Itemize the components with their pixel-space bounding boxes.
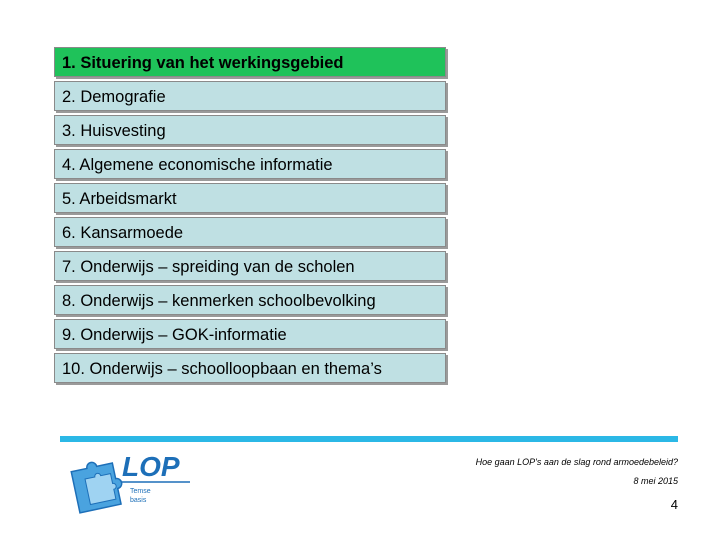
agenda-item-2[interactable]: 2. Demografie — [54, 81, 446, 111]
footer-date: 8 mei 2015 — [633, 476, 678, 486]
agenda-item-9[interactable]: 9. Onderwijs – GOK-informatie — [54, 319, 446, 349]
agenda-menu — [54, 47, 446, 387]
puzzle-icon — [64, 446, 204, 518]
agenda-item-7[interactable]: 7. Onderwijs – spreiding van de scholen — [54, 251, 446, 281]
footer-title: Hoe gaan LOP's aan de slag rond armoedebeleid? — [475, 457, 678, 467]
logo-sub2: basis — [130, 497, 147, 504]
agenda-item-6[interactable]: 6. Kansarmoede — [54, 217, 446, 247]
agenda-item-4[interactable]: 4. Algemene economische informatie — [54, 149, 446, 179]
footer-divider — [60, 436, 678, 442]
lop-logo — [64, 446, 204, 518]
agenda-item-10[interactable]: 10. Onderwijs – schoolloopbaan en thema’s — [54, 353, 446, 383]
agenda-item-3[interactable]: 3. Huisvesting — [54, 115, 446, 145]
agenda-item-5[interactable]: 5. Arbeidsmarkt — [54, 183, 446, 213]
logo-text: LOP — [122, 451, 180, 482]
agenda-item-1[interactable]: 1. Situering van het werkingsgebied — [54, 47, 446, 77]
logo-sub1: Temse — [130, 488, 151, 495]
page-number: 4 — [670, 497, 678, 512]
agenda-item-8[interactable]: 8. Onderwijs – kenmerken schoolbevolking — [54, 285, 446, 315]
